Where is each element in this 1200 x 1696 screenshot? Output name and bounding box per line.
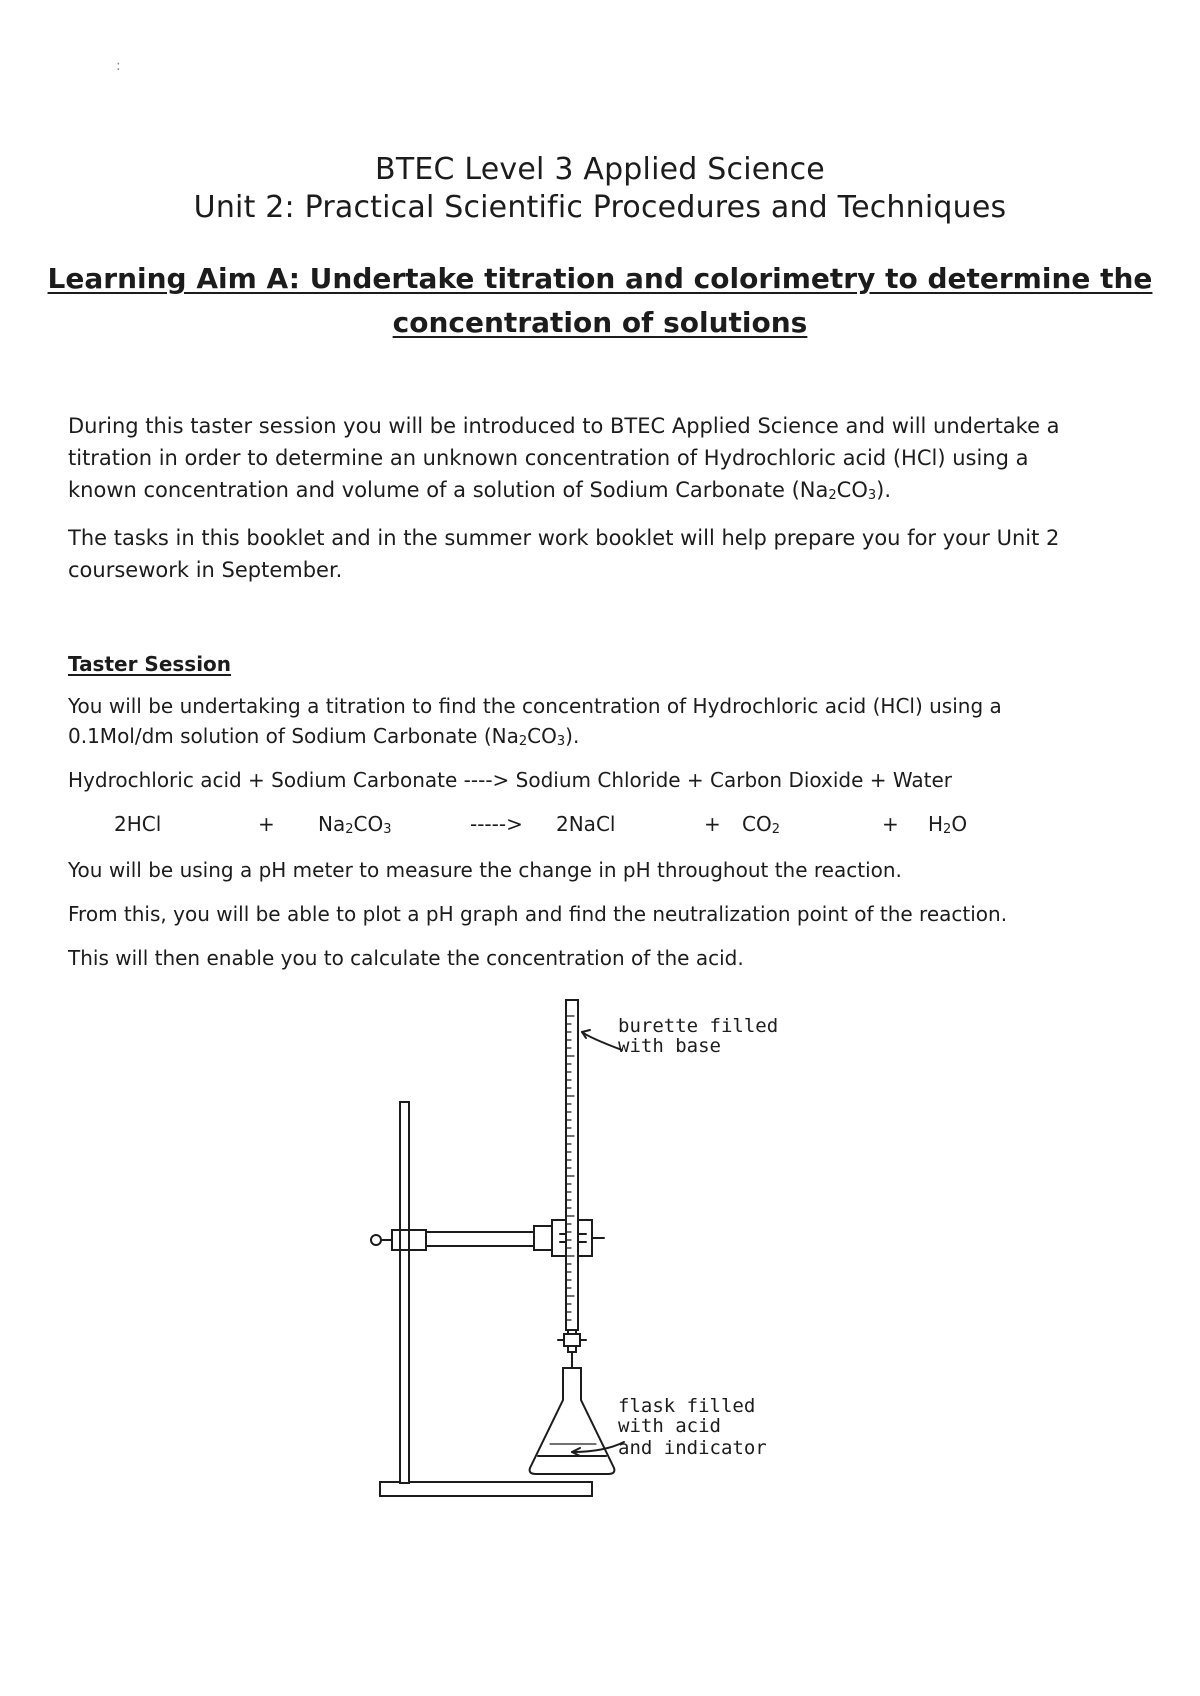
intro-line-2: titration in order to determine an unknown concentration of Hydrochloric acid (HCl) using a [68,446,1029,470]
reactant-hcl: 2HCl [114,812,162,836]
intro-line-3: known concentration and volume of a solution of Sodium Carbonate $(Na_2CO_3)$. [68,478,892,503]
taster-line-2: 0.1Mol/dm solution of Sodium Carbonate $(Na_2CO_3)$. [68,724,580,749]
learning-aim-heading-line1: Learning Aim A: Undertake titration and colorimetry to determine the [47,262,1153,295]
clamp-arm [426,1232,534,1246]
intro-paragraph [68,410,1128,512]
reactant-sodium-carbonate: $Na_2CO_3$ [318,812,392,837]
plus-sign: + [704,812,721,836]
taster-line-1: You will be undertaking a titration to find the concentration of Hydrochloric acid (HCl) using a [68,694,1002,718]
scan-speck: : [116,58,121,74]
burette-label-line1: burette filled [618,1015,779,1037]
stand-rod [400,1102,409,1483]
calculate-line: This will then enable you to calculate the concentration of the acid. [68,946,744,970]
taster-session-heading: Taster Session [68,652,232,676]
ph-meter-line: You will be using a pH meter to measure the change in pH throughout the reaction. [68,858,902,882]
flask-label-line1: flask filled [618,1395,756,1417]
flask-label-line2: with acid [618,1415,721,1437]
conical-flask [530,1368,615,1474]
tasks-line-2: coursework in September. [68,558,343,582]
unit-title: Unit 2: Practical Scientific Procedures and Techniques [193,190,1007,225]
burette-leader-line [582,1032,622,1050]
clamp-jaw [534,1226,552,1250]
plus-sign: + [258,812,275,836]
intro-line-1: During this taster session you will be introduced to BTEC Applied Science and will undertake a [68,414,1060,438]
burette-label-line2: with base [618,1035,721,1057]
course-title: BTEC Level 3 Applied Science [375,152,825,187]
product-water: $H_2O$ [928,812,968,837]
learning-aim-heading-line2: concentration of solutions [392,306,808,339]
word-equation: Hydrochloric acid + Sodium Carbonate ----> Sodium Chloride + Carbon Dioxide + Water [68,768,953,792]
product-co2: $CO_2$ [742,812,780,837]
titration-apparatus-diagram [360,990,840,1500]
tasks-line-1: The tasks in this booklet and in the summer work booklet will help prepare you for your Unit 2 [68,526,1060,550]
flask-label-line3: and indicator [618,1437,767,1459]
stand-base [380,1482,592,1496]
ph-graph-line: From this, you will be able to plot a pH graph and find the neutralization point of the reaction. [68,902,1008,926]
product-nacl: 2NaCl [556,812,616,836]
plus-sign: + [882,812,899,836]
reaction-arrow: -----> [470,812,523,836]
burette [558,1000,586,1370]
tasks-paragraph [68,522,1128,586]
clamp-screw [371,1235,381,1245]
